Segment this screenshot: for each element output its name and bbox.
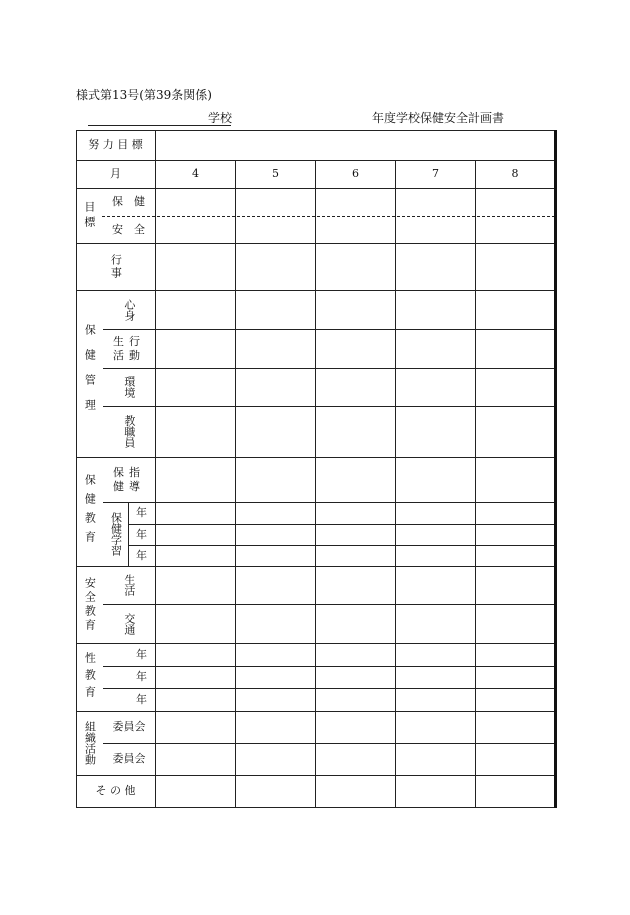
plan-table xyxy=(76,130,557,809)
month-header: 7 xyxy=(432,167,439,181)
safety-education-label: 安全教育 xyxy=(83,576,97,633)
sex-education-label: 性教育 xyxy=(83,651,97,703)
objectives-group-label: 目標 xyxy=(82,200,96,231)
traffic-label: 交通 xyxy=(122,612,136,635)
health-education-label: 保健教育 xyxy=(83,473,97,550)
health-guidance-line: 健導 xyxy=(113,479,145,493)
staff-label: 教職員 xyxy=(122,415,136,448)
living-behavior-line: 活動 xyxy=(113,348,145,362)
month-header: 8 xyxy=(511,167,519,181)
month-label: 月 xyxy=(110,167,121,181)
objective-safety-label: 安 全 xyxy=(112,222,145,236)
year-label: 年 xyxy=(136,692,147,706)
living-behavior-label xyxy=(103,329,155,368)
health-guidance-line: 保指 xyxy=(113,466,145,480)
committee-label: 委員会 xyxy=(112,752,146,766)
month-header: 6 xyxy=(352,167,359,181)
goal-label: 努 力 目 標 xyxy=(88,138,143,152)
health-learning-label: 保健学習 xyxy=(109,512,123,556)
committee-label: 委員会 xyxy=(112,720,146,734)
form-number: 様式第13号(第39条関係) xyxy=(76,88,212,102)
year-label: 年 xyxy=(136,670,147,684)
health-management-label: 保健管理 xyxy=(83,323,97,424)
year-label: 年 xyxy=(136,548,147,562)
other-label: そ の 他 xyxy=(95,784,136,798)
environment-label: 環境 xyxy=(122,376,136,398)
year-label: 年 xyxy=(136,647,147,661)
living-behavior-line: 生行 xyxy=(113,335,145,349)
month-header: 5 xyxy=(272,167,279,181)
goal-input[interactable] xyxy=(156,131,554,160)
organization-label: 組織活動 xyxy=(83,721,97,765)
year-label: 年 xyxy=(136,506,147,520)
objective-health-label: 保 健 xyxy=(112,195,145,209)
health-guidance-label xyxy=(103,457,155,502)
events-label: 行事 xyxy=(109,253,123,280)
safety-life-label: 生活 xyxy=(122,574,136,596)
year-label: 年 xyxy=(136,527,147,541)
month-header: 4 xyxy=(192,167,199,181)
mind-body-label: 心身 xyxy=(122,298,136,321)
school-label: 学校 xyxy=(208,111,233,125)
document-title: 年度学校保健安全計画書 xyxy=(372,111,505,125)
